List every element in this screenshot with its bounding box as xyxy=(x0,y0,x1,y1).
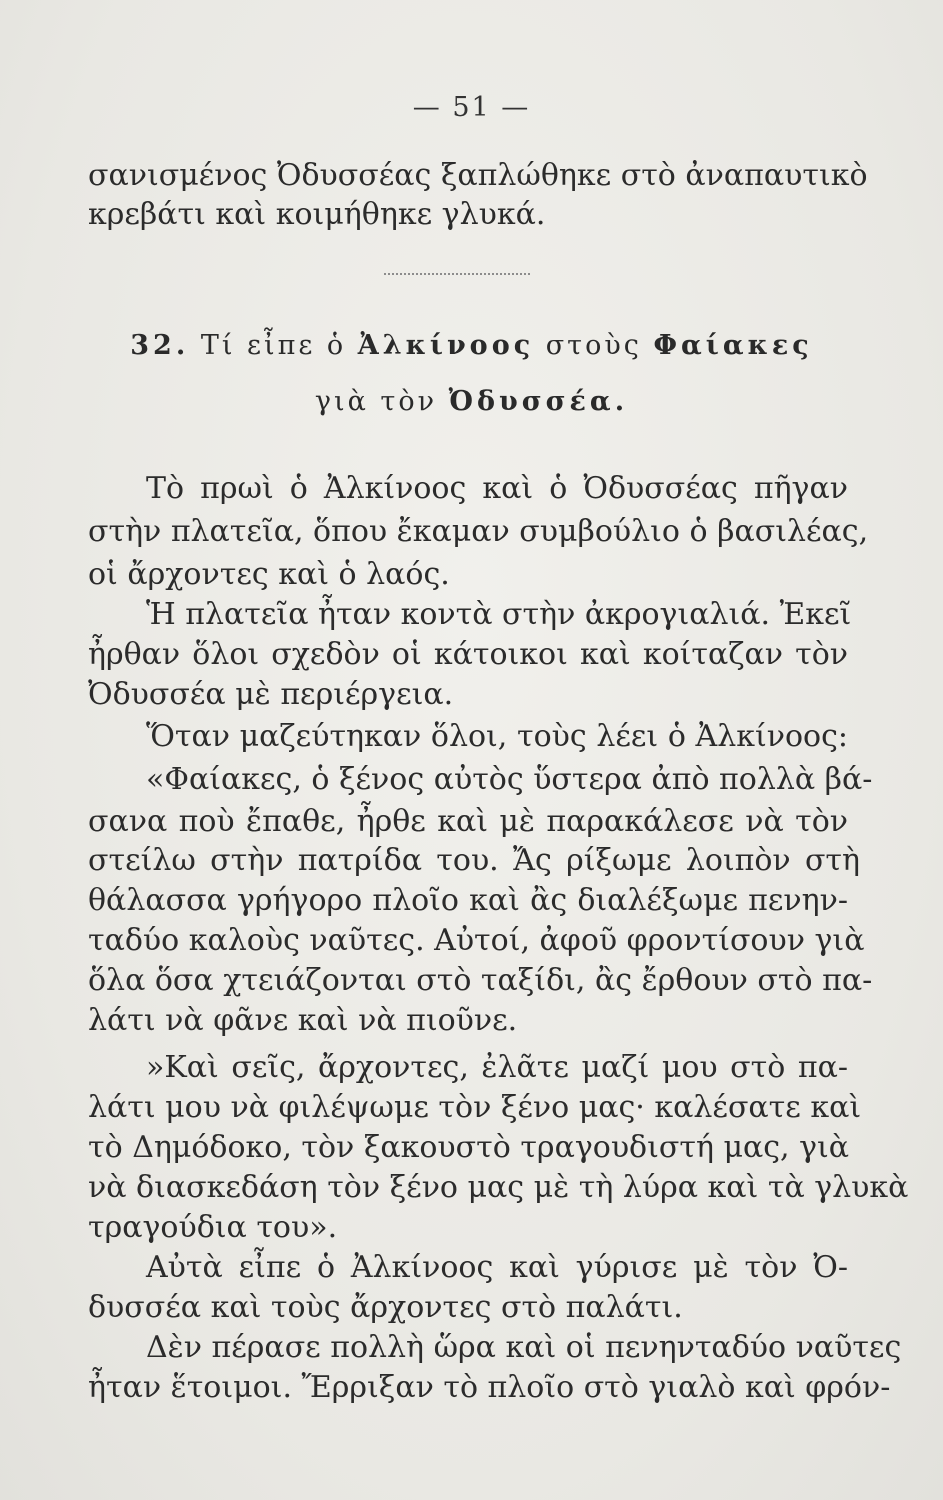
section-heading-line-2 xyxy=(0,386,943,417)
section-title-part: στοὺς xyxy=(545,330,642,361)
text-line: »Καὶ σεῖς, ἄρχοντες, ἐλᾶτε μαζί μου στὸ πα- xyxy=(146,1050,848,1085)
text-line: τραγούδια του». xyxy=(88,1210,338,1245)
text-line: Δὲν πέρασε πολλὴ ὥρα καὶ οἱ πενηνταδύο ναῦτες xyxy=(146,1330,902,1365)
text-line: οἱ ἄρχοντες καὶ ὁ λαός. xyxy=(88,557,450,592)
section-divider xyxy=(384,273,530,275)
text-line: λάτι νὰ φᾶνε καὶ νὰ πιοῦνε. xyxy=(88,1003,518,1038)
text-line: ταδύο καλοὺς ναῦτες. Αὐτοί, ἀφοῦ φροντίσουν γιὰ xyxy=(88,923,865,958)
text-line: «Φαίακες, ὁ ξένος αὐτὸς ὕστερα ἀπὸ πολλὰ βά- xyxy=(146,762,873,797)
text-line: σανισμένος Ὀδυσσέας ξαπλώθηκε στὸ ἀναπαυτικὸ xyxy=(88,158,868,193)
section-title-part: Τί εἶπε ὁ xyxy=(200,330,347,361)
text-line: ὅλα ὅσα χτειάζονται στὸ ταξίδι, ἂς ἔρθουν στὸ πα- xyxy=(88,963,873,998)
text-line: κρεβάτι καὶ κοιμήθηκε γλυκά. xyxy=(88,197,546,232)
text-line: ἦρθαν ὅλοι σχεδὸν οἱ κάτοικοι καὶ κοίταζαν τὸν xyxy=(88,637,848,672)
text-line: Τὸ πρωὶ ὁ Ἀλκίνοος καὶ ὁ Ὀδυσσέας πῆγαν xyxy=(146,471,848,506)
section-number: 32. xyxy=(130,330,190,361)
section-title-name: Ὀδυσσέα. xyxy=(448,386,629,417)
text-line: λάτι μου νὰ φιλέψωμε τὸν ξένο μας· καλέσατε καὶ xyxy=(88,1090,862,1125)
text-line: τὸ Δημόδοκο, τὸν ξακουστὸ τραγουδιστή μας, γιὰ xyxy=(88,1130,850,1165)
section-title-name: Φαίακες xyxy=(653,330,813,361)
section-title-part: γιὰ τὸν xyxy=(314,386,438,417)
text-line: θάλασσα γρήγορο πλοῖο καὶ ἂς διαλέξωμε πενην- xyxy=(88,883,848,918)
text-line: νὰ διασκεδάση τὸν ξένο μας μὲ τὴ λύρα καὶ τὰ γλυκὰ xyxy=(88,1170,909,1205)
text-line: Ἡ πλατεῖα ἦταν κοντὰ στὴν ἀκρογιαλιά. Ἐκεῖ xyxy=(146,597,852,632)
section-title-name: Ἀλκίνοος xyxy=(357,330,535,361)
text-line: στείλω στὴν πατρίδα του. Ἄς ρίξωμε λοιπὸν στὴ xyxy=(88,843,860,878)
text-line: δυσσέα καὶ τοὺς ἄρχοντες στὸ παλάτι. xyxy=(88,1290,683,1325)
text-line: σανα ποὺ ἔπαθε, ἦρθε καὶ μὲ παρακάλεσε νὰ τὸν xyxy=(88,804,848,839)
text-line: Αὐτὰ εἶπε ὁ Ἀλκίνοος καὶ γύρισε μὲ τὸν Ὀ- xyxy=(146,1250,848,1285)
text-line: στὴν πλατεῖα, ὅπου ἔκαμαν συμβούλιο ὁ βασιλέας, xyxy=(88,514,869,549)
section-heading-line-1 xyxy=(0,330,943,361)
text-line: Ὅταν μαζεύτηκαν ὅλοι, τοὺς λέει ὁ Ἀλκίνοος: xyxy=(146,719,848,754)
text-line: Ὀδυσσέα μὲ περιέργεια. xyxy=(88,677,454,712)
page-number: — 51 — xyxy=(412,92,531,123)
text-line: ἦταν ἕτοιμοι. Ἔρριξαν τὸ πλοῖο στὸ γιαλὸ καὶ φρόν- xyxy=(88,1370,891,1405)
